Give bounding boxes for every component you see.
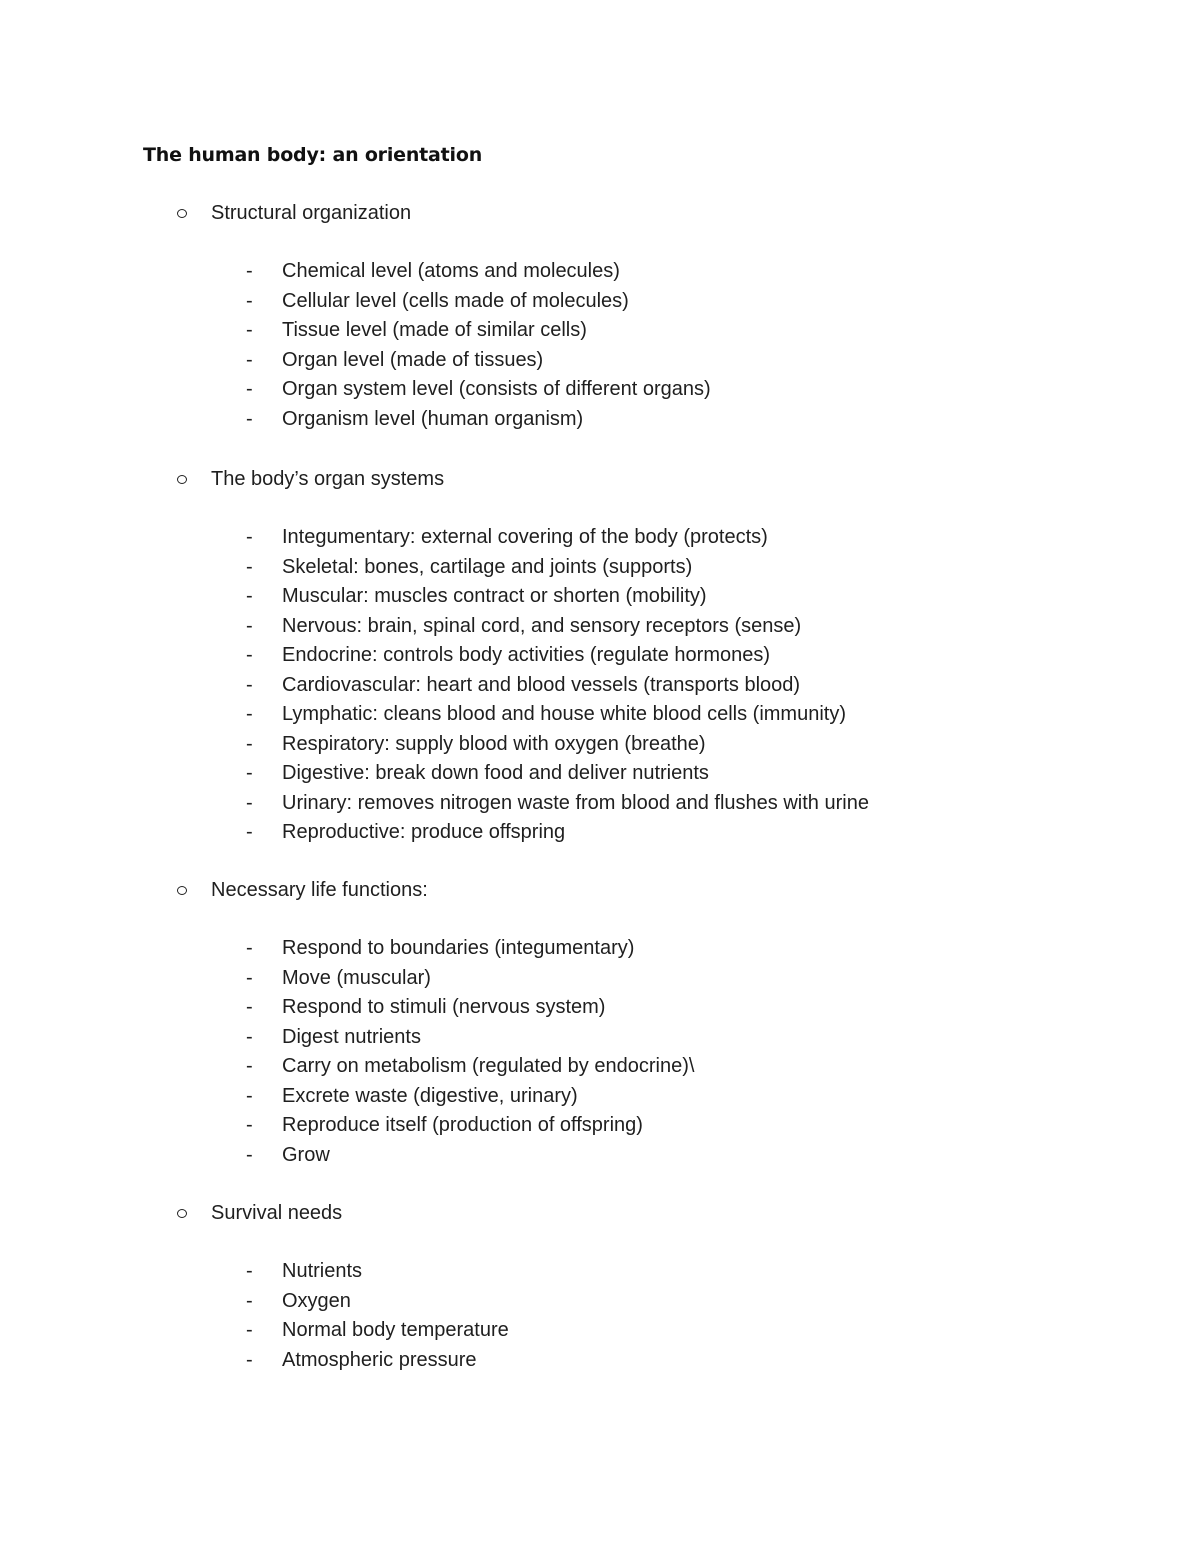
dash-bullet: - bbox=[246, 526, 253, 548]
list-item-text: Digestive: break down food and deliver nutrients bbox=[282, 762, 709, 784]
list-item bbox=[0, 965, 1200, 995]
list-item-text: Atmospheric pressure bbox=[282, 1348, 477, 1371]
section-heading bbox=[0, 1200, 1200, 1230]
dash-bullet: - bbox=[246, 791, 253, 814]
list-item-text: Urinary: removes nitrogen waste from blood and flushes with urine bbox=[282, 791, 869, 814]
dash-bullet: - bbox=[246, 1319, 253, 1341]
list-item bbox=[0, 258, 1200, 288]
list-item-text: Normal body temperature bbox=[282, 1319, 509, 1341]
dash-bullet: - bbox=[246, 585, 253, 607]
section-heading bbox=[0, 200, 1200, 230]
list-item-text: Respiratory: supply blood with oxygen (breathe) bbox=[282, 732, 706, 755]
list-item bbox=[0, 994, 1200, 1024]
list-item-text: Chemical level (atoms and molecules) bbox=[282, 260, 620, 282]
list-item bbox=[0, 1258, 1200, 1288]
list-item-text: Respond to boundaries (integumentary) bbox=[282, 937, 635, 959]
list-item bbox=[0, 672, 1200, 702]
dash-bullet: - bbox=[246, 1143, 253, 1166]
list-item bbox=[0, 317, 1200, 347]
list-item bbox=[0, 819, 1200, 849]
hollow-bullet-icon bbox=[177, 475, 187, 484]
list-item-text: Organ level (made of tissues) bbox=[282, 348, 544, 371]
dash-bullet: - bbox=[246, 644, 253, 666]
dash-bullet: - bbox=[246, 1114, 253, 1136]
section-label: The body’s organ systems bbox=[211, 468, 445, 490]
dash-bullet: - bbox=[246, 937, 253, 959]
dash-bullet: - bbox=[246, 1025, 253, 1048]
dash-bullet: - bbox=[246, 348, 253, 371]
dash-bullet: - bbox=[246, 555, 253, 578]
list-item-text: Reproductive: produce offspring bbox=[282, 821, 566, 843]
section-structural-organization bbox=[0, 200, 1200, 430]
dash-bullet: - bbox=[246, 762, 253, 784]
list-item bbox=[0, 731, 1200, 761]
hollow-bullet-icon bbox=[177, 209, 187, 218]
section-life-functions bbox=[0, 877, 1200, 1166]
list-item-text: Organism level (human organism) bbox=[282, 407, 584, 430]
dash-bullet: - bbox=[246, 407, 253, 430]
list-item bbox=[0, 701, 1200, 731]
hollow-bullet-icon bbox=[177, 886, 187, 895]
list-item-text: Endocrine: controls body activities (regulate hormones) bbox=[282, 644, 771, 666]
dash-bullet: - bbox=[246, 966, 253, 989]
section-label: Necessary life functions: bbox=[211, 879, 428, 901]
list-item bbox=[0, 583, 1200, 613]
list-item bbox=[0, 1112, 1200, 1142]
list-item-text: Move (muscular) bbox=[282, 966, 431, 989]
list-item bbox=[0, 1053, 1200, 1083]
list-item-text: Nervous: brain, spinal cord, and sensory receptors (sense) bbox=[282, 614, 802, 637]
list-item bbox=[0, 935, 1200, 965]
list-item-text: Oxygen bbox=[282, 1289, 351, 1312]
dash-bullet: - bbox=[246, 1289, 253, 1312]
dash-bullet: - bbox=[246, 289, 253, 312]
document-title: The human body: an orientation bbox=[143, 144, 483, 166]
list-item bbox=[0, 760, 1200, 790]
list-item bbox=[0, 376, 1200, 406]
dash-bullet: - bbox=[246, 732, 253, 755]
list-item-text: Organ system level (consists of different organs) bbox=[282, 378, 711, 400]
section-organ-systems bbox=[0, 466, 1200, 843]
list-item-text: Muscular: muscles contract or shorten (mobility) bbox=[282, 585, 707, 607]
dash-bullet: - bbox=[246, 614, 253, 637]
list-item bbox=[0, 613, 1200, 643]
list-item bbox=[0, 554, 1200, 584]
item-list bbox=[0, 524, 1200, 849]
hollow-bullet-icon bbox=[177, 1209, 187, 1218]
list-item bbox=[0, 524, 1200, 554]
list-item-text: Nutrients bbox=[282, 1260, 363, 1282]
item-list bbox=[0, 935, 1200, 1171]
dash-bullet: - bbox=[246, 1055, 253, 1077]
list-item-text: Integumentary: external covering of the body (protects) bbox=[282, 526, 768, 548]
list-item bbox=[0, 1024, 1200, 1054]
list-item-text: Digest nutrients bbox=[282, 1025, 421, 1048]
list-item bbox=[0, 288, 1200, 318]
list-item-text: Lymphatic: cleans blood and house white blood cells (immunity) bbox=[282, 703, 846, 725]
list-item bbox=[0, 1083, 1200, 1113]
list-item-text: Grow bbox=[282, 1143, 330, 1166]
list-item bbox=[0, 1317, 1200, 1347]
item-list bbox=[0, 258, 1200, 435]
section-label: Survival needs bbox=[211, 1202, 343, 1224]
list-item-text: Respond to stimuli (nervous system) bbox=[282, 996, 606, 1018]
dash-bullet: - bbox=[246, 1084, 253, 1107]
dash-bullet: - bbox=[246, 260, 253, 282]
dash-bullet: - bbox=[246, 378, 253, 400]
dash-bullet: - bbox=[246, 319, 253, 341]
list-item bbox=[0, 642, 1200, 672]
list-item bbox=[0, 347, 1200, 377]
list-item-text: Carry on metabolism (regulated by endocrine)\ bbox=[282, 1055, 695, 1077]
section-label: Structural organization bbox=[211, 202, 412, 224]
section-heading bbox=[0, 877, 1200, 907]
list-item-text: Cellular level (cells made of molecules) bbox=[282, 289, 629, 312]
list-item bbox=[0, 1142, 1200, 1172]
list-item-text: Tissue level (made of similar cells) bbox=[282, 319, 587, 341]
dash-bullet: - bbox=[246, 821, 253, 843]
list-item-text: Excrete waste (digestive, urinary) bbox=[282, 1084, 578, 1107]
list-item bbox=[0, 1288, 1200, 1318]
dash-bullet: - bbox=[246, 996, 253, 1018]
list-item bbox=[0, 790, 1200, 820]
item-list bbox=[0, 1258, 1200, 1376]
dash-bullet: - bbox=[246, 673, 253, 696]
list-item-text: Cardiovascular: heart and blood vessels (transports blood) bbox=[282, 673, 801, 696]
dash-bullet: - bbox=[246, 1348, 253, 1371]
section-heading bbox=[0, 466, 1200, 496]
section-survival-needs bbox=[0, 1200, 1200, 1371]
list-item-text: Reproduce itself (production of offspring) bbox=[282, 1114, 643, 1136]
list-item bbox=[0, 1347, 1200, 1377]
dash-bullet: - bbox=[246, 703, 253, 725]
dash-bullet: - bbox=[246, 1260, 253, 1282]
list-item-text: Skeletal: bones, cartilage and joints (supports) bbox=[282, 555, 693, 578]
list-item bbox=[0, 406, 1200, 436]
